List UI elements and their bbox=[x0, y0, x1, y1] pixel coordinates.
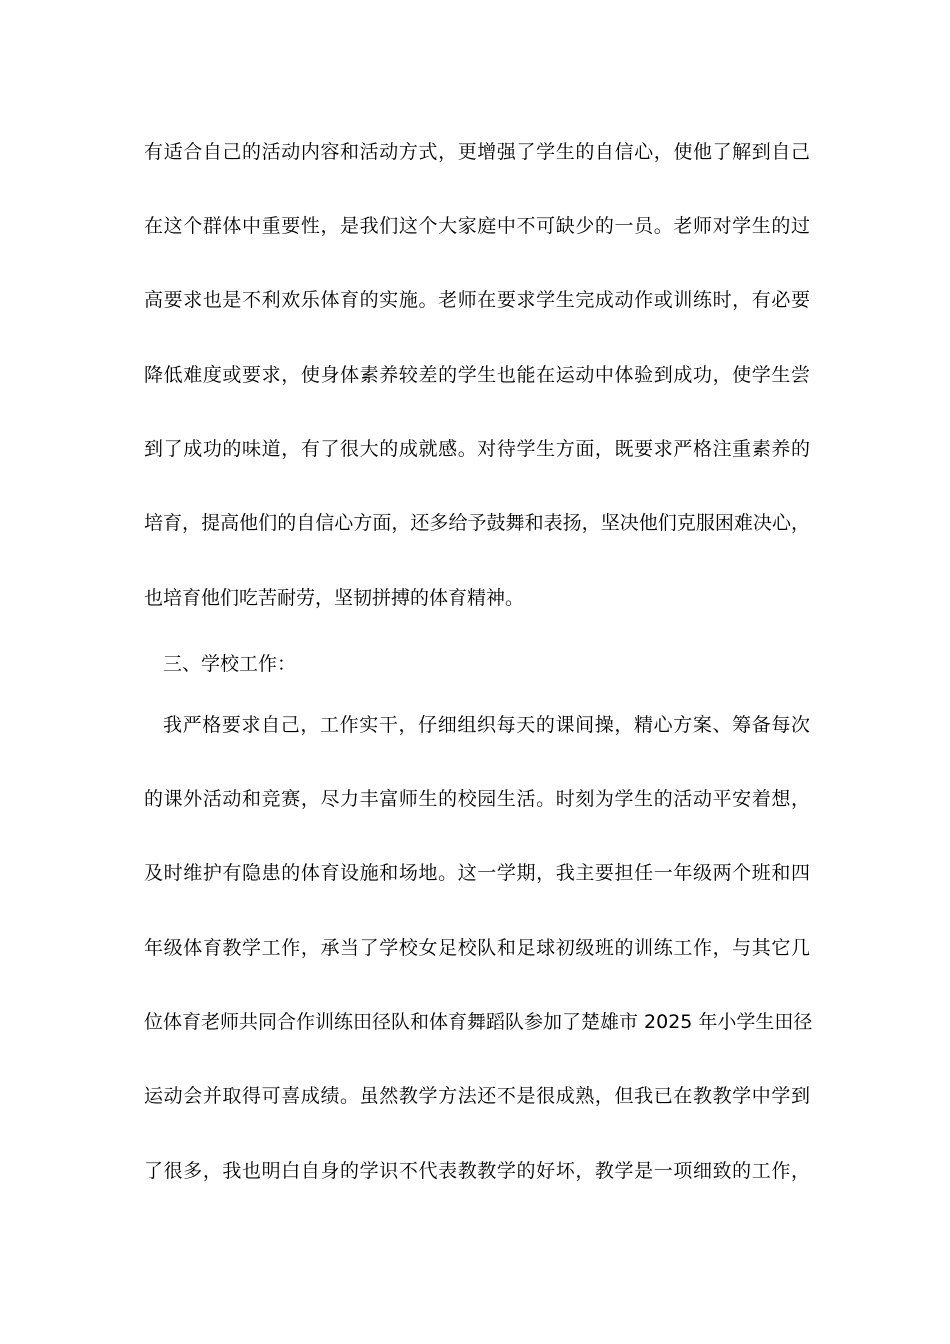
paragraph-line-14: 运动会并取得可喜成绩。虽然教学方法还不是很成熟，但我已在教教学中学到 bbox=[144, 1085, 810, 1107]
paragraph-line-6: 培育，提高他们的自信心方面，还多给予鼓舞和表扬，坚决他们克服困难决心， bbox=[144, 512, 810, 534]
paragraph-line-3: 高要求也是不利欢乐体育的实施。老师在要求学生完成动作或训练时，有必要 bbox=[144, 289, 810, 311]
paragraph-line-4: 降低难度或要求，使身体素养较差的学生也能在运动中体验到成功，使学生尝 bbox=[144, 364, 810, 386]
paragraph-line-12: 年级体育教学工作，承当了学校女足校队和足球初级班的训练工作，与其它几 bbox=[144, 937, 810, 959]
paragraph-line-7: 也培育他们吃苦耐劳，坚韧拼搏的体育精神。 bbox=[144, 587, 525, 609]
paragraph-line-10: 的课外活动和竞赛，尽力丰富师生的校园生活。时刻为学生的活动平安着想， bbox=[144, 788, 810, 810]
paragraph-line-5: 到了成功的味道，有了很大的成就感。对待学生方面，既要求严格注重素养的 bbox=[144, 438, 810, 460]
paragraph-line-11: 及时维护有隐患的体育设施和场地。这一学期，我主要担任一年级两个班和四 bbox=[144, 862, 810, 884]
section-heading: 三、学校工作： bbox=[163, 653, 297, 675]
paragraph-line-1: 有适合自己的活动内容和活动方式，更增强了学生的自信心，使他了解到自己 bbox=[144, 141, 810, 163]
paragraph-line-9: 我严格要求自己，工作实干，仔细组织每天的课间操，精心方案、筹备每次 bbox=[163, 714, 810, 736]
paragraph-line-15: 了很多，我也明白自身的学识不代表教教学的好坏，教学是一项细致的工作， bbox=[144, 1160, 810, 1182]
paragraph-line-13: 位体育老师共同合作训练田径队和体育舞蹈队参加了楚雄市 2025 年小学生田径 bbox=[144, 1011, 813, 1033]
paragraph-line-2: 在这个群体中重要性，是我们这个大家庭中不可缺少的一员。老师对学生的过 bbox=[144, 215, 810, 237]
